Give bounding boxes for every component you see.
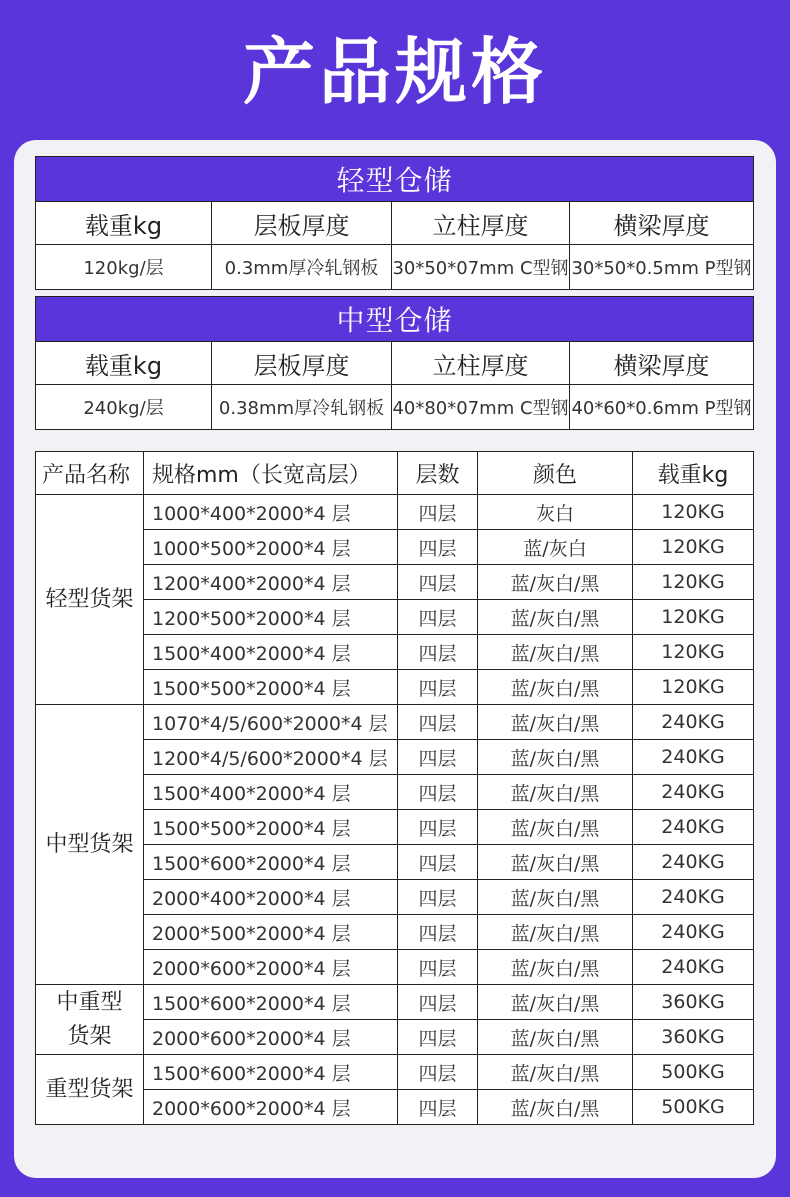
- table-row: [36, 915, 754, 950]
- row-load: 240KG: [633, 915, 754, 950]
- content-card: [14, 140, 776, 1178]
- row-spec: 2000*500*2000*4 层: [144, 915, 398, 950]
- row-layers: 四层: [398, 670, 478, 705]
- row-color: 蓝/灰白: [478, 530, 633, 565]
- row-spec: 2000*600*2000*4 层: [144, 950, 398, 985]
- row-spec: 1500*600*2000*4 层: [144, 845, 398, 880]
- row-layers: 四层: [398, 950, 478, 985]
- row-spec: 1000*500*2000*4 层: [144, 530, 398, 565]
- row-spec: 2000*400*2000*4 层: [144, 880, 398, 915]
- medium-storage-spec-table: [35, 296, 754, 430]
- product-group-name: 重型货架: [36, 1055, 144, 1125]
- row-layers: 四层: [398, 495, 478, 530]
- medium-beam-thickness-value: 40*60*0.6mm P型钢: [570, 385, 754, 430]
- row-color: 蓝/灰白/黑: [478, 950, 633, 985]
- row-layers: 四层: [398, 880, 478, 915]
- row-color: 蓝/灰白/黑: [478, 565, 633, 600]
- row-load: 120KG: [633, 530, 754, 565]
- row-layers: 四层: [398, 635, 478, 670]
- light-beam-thickness-header: 横梁厚度: [570, 202, 754, 245]
- table-row: [36, 810, 754, 845]
- product-name-header: 产品名称: [36, 452, 144, 495]
- table-row: [36, 530, 754, 565]
- medium-beam-thickness-header: 横梁厚度: [570, 342, 754, 385]
- table-row: [36, 705, 754, 740]
- medium-shelf-thickness-value: 0.38mm厚冷轧钢板: [212, 385, 392, 430]
- row-color: 灰白: [478, 495, 633, 530]
- medium-column-thickness-header: 立柱厚度: [392, 342, 570, 385]
- medium-shelf-thickness-header: 层板厚度: [212, 342, 392, 385]
- table-row: [36, 1090, 754, 1125]
- medium-load-header: 载重kg: [36, 342, 212, 385]
- row-load: 360KG: [633, 985, 754, 1020]
- row-spec: 1500*500*2000*4 层: [144, 810, 398, 845]
- row-layers: 四层: [398, 705, 478, 740]
- row-layers: 四层: [398, 775, 478, 810]
- row-spec: 2000*600*2000*4 层: [144, 1020, 398, 1055]
- light-load-value: 120kg/层: [36, 245, 212, 290]
- row-color: 蓝/灰白/黑: [478, 1090, 633, 1125]
- row-load: 240KG: [633, 950, 754, 985]
- row-spec: 1500*500*2000*4 层: [144, 670, 398, 705]
- color-header: 颜色: [478, 452, 633, 495]
- row-color: 蓝/灰白/黑: [478, 635, 633, 670]
- row-load: 120KG: [633, 600, 754, 635]
- table-row: [36, 495, 754, 530]
- product-spec-header: 规格mm（长宽高层）: [144, 452, 398, 495]
- row-spec: 1200*4/5/600*2000*4 层: [144, 740, 398, 775]
- row-load: 240KG: [633, 740, 754, 775]
- light-load-header: 载重kg: [36, 202, 212, 245]
- light-column-thickness-header: 立柱厚度: [392, 202, 570, 245]
- row-color: 蓝/灰白/黑: [478, 670, 633, 705]
- row-color: 蓝/灰白/黑: [478, 810, 633, 845]
- product-group-name: 中重型 货架: [36, 985, 144, 1055]
- product-spec-table: [35, 451, 754, 1125]
- table-row: [36, 565, 754, 600]
- row-spec: 1500*400*2000*4 层: [144, 775, 398, 810]
- row-spec: 1200*400*2000*4 层: [144, 565, 398, 600]
- row-spec: 1500*600*2000*4 层: [144, 1055, 398, 1090]
- row-color: 蓝/灰白/黑: [478, 985, 633, 1020]
- light-storage-title: 轻型仓储: [36, 157, 754, 202]
- medium-column-thickness-value: 40*80*07mm C型钢: [392, 385, 570, 430]
- table-row: [36, 740, 754, 775]
- table-row: [36, 985, 754, 1020]
- row-spec: 1000*400*2000*4 层: [144, 495, 398, 530]
- table-row: [36, 775, 754, 810]
- row-load: 120KG: [633, 495, 754, 530]
- row-layers: 四层: [398, 845, 478, 880]
- row-color: 蓝/灰白/黑: [478, 740, 633, 775]
- row-spec: 1200*500*2000*4 层: [144, 600, 398, 635]
- row-load: 120KG: [633, 670, 754, 705]
- row-load: 240KG: [633, 845, 754, 880]
- table-row: [36, 950, 754, 985]
- table-row: [36, 880, 754, 915]
- table-row: [36, 670, 754, 705]
- row-color: 蓝/灰白/黑: [478, 915, 633, 950]
- layers-header: 层数: [398, 452, 478, 495]
- table-row: [36, 1020, 754, 1055]
- row-color: 蓝/灰白/黑: [478, 845, 633, 880]
- row-spec: 2000*600*2000*4 层: [144, 1090, 398, 1125]
- row-color: 蓝/灰白/黑: [478, 1020, 633, 1055]
- row-layers: 四层: [398, 530, 478, 565]
- row-layers: 四层: [398, 565, 478, 600]
- row-load: 500KG: [633, 1055, 754, 1090]
- row-load: 240KG: [633, 775, 754, 810]
- row-layers: 四层: [398, 1055, 478, 1090]
- row-color: 蓝/灰白/黑: [478, 880, 633, 915]
- light-shelf-thickness-value: 0.3mm厚冷轧钢板: [212, 245, 392, 290]
- row-load: 240KG: [633, 705, 754, 740]
- row-load: 240KG: [633, 880, 754, 915]
- row-layers: 四层: [398, 740, 478, 775]
- light-beam-thickness-value: 30*50*0.5mm P型钢: [570, 245, 754, 290]
- medium-load-value: 240kg/层: [36, 385, 212, 430]
- row-load: 500KG: [633, 1090, 754, 1125]
- row-spec: 1500*400*2000*4 层: [144, 635, 398, 670]
- table-row: [36, 635, 754, 670]
- table-row: [36, 600, 754, 635]
- row-color: 蓝/灰白/黑: [478, 600, 633, 635]
- row-load: 240KG: [633, 810, 754, 845]
- table-row: [36, 1055, 754, 1090]
- row-spec: 1070*4/5/600*2000*4 层: [144, 705, 398, 740]
- row-layers: 四层: [398, 810, 478, 845]
- product-group-name: 中型货架: [36, 705, 144, 985]
- page-title: 产品规格: [242, 30, 547, 114]
- row-color: 蓝/灰白/黑: [478, 705, 633, 740]
- row-layers: 四层: [398, 985, 478, 1020]
- light-storage-spec-table: [35, 156, 754, 290]
- table-row: [36, 845, 754, 880]
- row-load: 360KG: [633, 1020, 754, 1055]
- row-spec: 1500*600*2000*4 层: [144, 985, 398, 1020]
- row-color: 蓝/灰白/黑: [478, 1055, 633, 1090]
- light-shelf-thickness-header: 层板厚度: [212, 202, 392, 245]
- light-column-thickness-value: 30*50*07mm C型钢: [392, 245, 570, 290]
- row-layers: 四层: [398, 1020, 478, 1055]
- row-load: 120KG: [633, 635, 754, 670]
- product-group-name: 轻型货架: [36, 495, 144, 705]
- row-layers: 四层: [398, 600, 478, 635]
- load-header: 载重kg: [633, 452, 754, 495]
- row-load: 120KG: [633, 565, 754, 600]
- medium-storage-title: 中型仓储: [36, 297, 754, 342]
- row-color: 蓝/灰白/黑: [478, 775, 633, 810]
- row-layers: 四层: [398, 1090, 478, 1125]
- row-layers: 四层: [398, 915, 478, 950]
